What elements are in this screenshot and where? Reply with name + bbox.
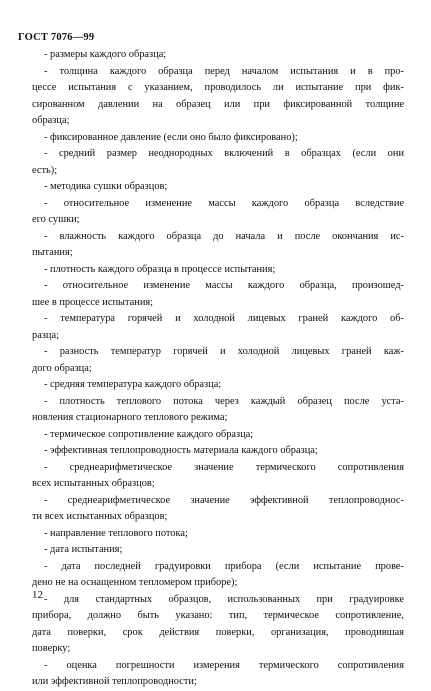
text-line: - термическое сопротивление каждого образца; <box>44 428 254 440</box>
text-line: - для стандартных образцов, использованных при градуировке <box>44 593 404 605</box>
text-line: дено не на оснащенном тепломером приборе); <box>32 577 238 588</box>
text-line: разца; <box>32 329 59 341</box>
document-header: ГОСТ 7076—99 <box>18 32 95 43</box>
text-line: - размеры каждого образца; <box>44 49 167 60</box>
text-line: - температура горячей и холодной лицевых граней каждого об- <box>44 313 404 324</box>
text-line: - среднеарифметическое значение эффективной теплопроводнос- <box>44 494 404 506</box>
text-line: - средняя температура каждого образца; <box>44 379 222 390</box>
text-line: - средний размер неоднородных включений в образцах (если они <box>44 148 404 159</box>
text-line: - оценка погрешности измерения термического сопротивления <box>44 659 404 671</box>
text-line: - толщина каждого образца перед началом испытания и в про- <box>44 65 404 77</box>
text-line: дата поверки, срок действия поверки, организация, проводившая <box>32 626 404 638</box>
text-line: - дата последней градуировки прибора (если испытание прове- <box>44 560 404 572</box>
text-line: есть); <box>32 164 58 176</box>
text-line: - плотность каждого образца в процессе испытания; <box>44 263 276 275</box>
text-line: - относительное изменение массы каждого образца вследствие <box>44 197 404 209</box>
page-number: 12 <box>32 589 43 601</box>
text-line: его сушки; <box>32 214 80 225</box>
text-line: шее в процессе испытания; <box>32 296 154 308</box>
text-line: - фиксированное давление (если оно было фиксировано); <box>44 131 298 143</box>
text-line: дого образца; <box>32 362 92 374</box>
text-line: образца; <box>32 115 70 126</box>
text-line: ти всех испытанных образцов; <box>32 511 168 522</box>
text-line: - дата испытания; <box>44 544 123 555</box>
text-line: - относительное изменение массы каждого образца, произошед- <box>44 280 404 291</box>
text-line: - направление теплового потока; <box>44 527 188 539</box>
text-line: прибора, должно быть указано: тип, термическое сопротивление, <box>32 610 404 621</box>
text-line: - плотность теплового потока через каждый образец после уста- <box>44 395 404 407</box>
text-line: - методика сушки образцов; <box>44 181 168 192</box>
text-line: сированном давлении на образец или при фиксированной толщине <box>32 98 404 110</box>
text-line: - разность температур горячей и холодной лицевых граней каж- <box>44 346 404 357</box>
text-line: - среднеарифметическое значение термического сопротивления <box>44 461 404 473</box>
text-line: - влажность каждого образца до начала и после окончания ис- <box>44 230 404 242</box>
text-line: всех испытанных образцов; <box>32 478 155 489</box>
text-line: пытания; <box>32 247 73 258</box>
text-line: новления стационарного теплового режима; <box>32 412 228 423</box>
text-line: поверку; <box>32 643 71 654</box>
text-line: - эффективная теплопроводность материала каждого образца; <box>44 445 318 456</box>
text-line: или эффективной теплопроводности; <box>32 676 197 687</box>
text-line: цессе испытания с указанием, проводилось ли испытание при фик- <box>32 82 404 93</box>
document-body <box>32 47 404 691</box>
